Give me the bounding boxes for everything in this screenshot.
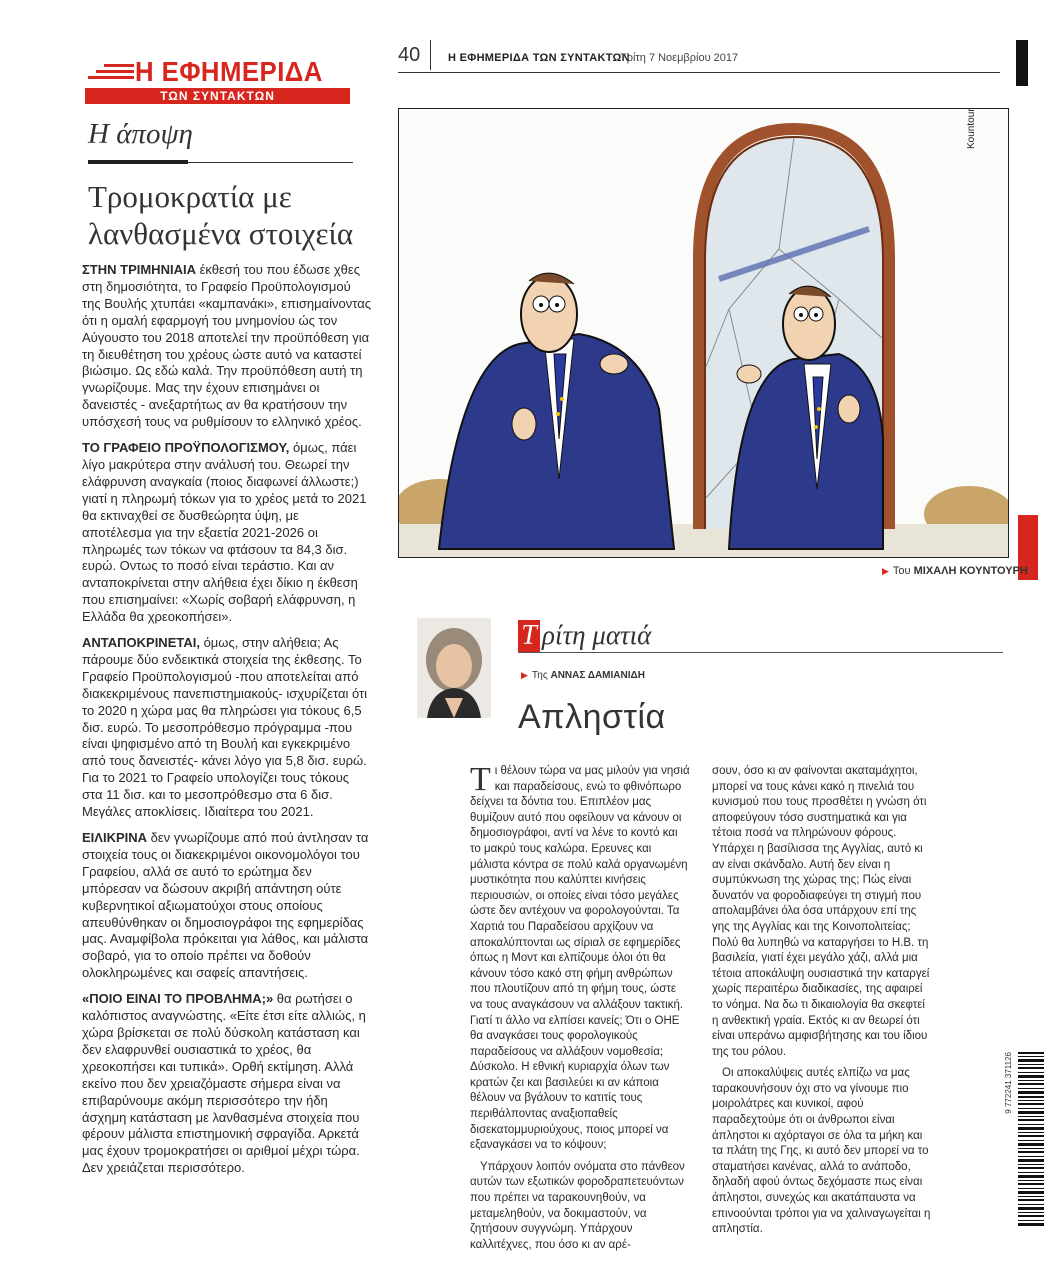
cartoon-signature: Kountouris	[966, 109, 977, 149]
barcode-number: 9 772241 371126	[1004, 1052, 1013, 1114]
header-date: Τρίτη 7 Νοεμβρίου 2017	[620, 52, 739, 64]
cartoon-caption: ▶ Του ΜΙΧΑΛΗ ΚΟΥΝΤΟΥΡΗ	[882, 565, 1028, 577]
editorial-paragraph: «ΠΟΙΟ ΕΙΝΑΙ ΤΟ ΠΡΟΒΛΗΜΑ;» θα ρωτήσει ο καλόπιστος αναγνώστης. «Είτε έτσι είτε αλλιώς, η χώρα βρίσκεται σε πολύ δύσκολη κατάσταση και δεν ελαφρυνθεί ουσιαστικά το χρέος, θα χρεοκοπήσει και τυπικά». Ορθή εκτίμηση. Αλλά εκείνο που δεν χρειαζόμαστε σήμερα είναι να επιβαρύνουμε ακόμη περισσότερο την ήδη άσχημη κατάσταση με λανθασμένα στοιχεία που φέρουν μάλιστα επιστημονική σφραγίδα. Αρκετά μας έχουν τρομοκρατήσει οι αριθμοί μέχρι τώρα. Δεν χρειάζεται περισσότερο.	[82, 991, 366, 1176]
header-rule	[398, 72, 1000, 73]
column-paragraph: σουν, όσο κι αν φαίνονται ακαταμάχητοι, μπορεί να τους κάνει κακό η πινελιά του κυνισμού που τους προσθέτει η γνώση ότι αποφεύγουν τόσο συστηματικά και για τέτοια ποσά να πληρώνουν φόρους. Υπάρχει η βασίλισσα της Αγγλίας, αυτό κι αν είναι σκάνδαλο. Αυτή δεν είναι η συμπύκνωση της χώρας της; Πώς είναι δυνατόν να φοροδιαφεύγει τη στιγμή που απολαμβάνει όλα όσα υπάρχουν επί της γης της Αγγλίας και της Κοινοπολιτείας; Πολύ θα λυπηθώ να καταργήσει το Η.Β. τη βασιλεία, γιατί έχει μεγάλο χάζι, αλλά μια τέτοια αποκάλυψη ουσιαστικά την καταργεί χωρίς περαιτέρω διαδικασίες, της αφαιρεί το νόημα. Να δω τι δικαιολογία θα σκεφτεί η ανθεκτική γραία. Εκτός κι αν θεωρεί ότι είναι υπεράνω αμφισβήτησης και του ίδιου της του ρόλου.	[712, 765, 930, 1058]
section-rule-thin	[188, 162, 353, 163]
cartoon-illustration	[399, 109, 1008, 557]
column-body-left	[470, 761, 690, 1259]
cartoon	[398, 108, 1009, 558]
barcode	[1018, 1052, 1044, 1227]
header-divider	[430, 40, 431, 70]
header-paper-title: Η ΕΦΗΜΕΡΙΔΑ ΤΩΝ ΣΥΝΤΑΚΤΩΝ	[448, 52, 630, 64]
column-paragraph: Τι θέλουν τώρα να μας μιλούν για νησιά και παραδείσους, ενώ το φθινόπωρο δείχνει τα δόντια του. Επιπλέον μας θυμίζουν αυτό που οφείλουν να κάνουν οι δημοσιογράφοι, αντί να λένε το κοντό και το μακρύ τους καλώρα. Ερευνες και μάλιστα κόντρα σε πολύ καλά οργανωμένη μυστικότητα που καλύπτει κινήσεις περιουσιών, οι οποίες είναι τόσο μεγάλες ώστε δεν αντέχουν να φορολογούνται. Τα Χαρτιά του Παραδείσου αρχίζουν να αποκαλύπτονται ως σίριαλ σε εφημερίδες όπως η Μοντ και ελπίζουμε όλοι ότι θα κάνουν τόσο κακό στη φήμη ανθρώπων που πλουτίζουν από τη φήμη τους, ώστε να τους αναγκάσουν να αλλάξουν τακτική. Γιατί τι άλλο να ελπίσει κανείς; Ότι ο ΟΗΕ θα αναγκάσει τους φορολογικούς παραδείσους να αλλάξουν νομοθεσία; Δύσκολο. Η εθνική κυριαρχία όλων των κρατών ζει και βασιλεύει κι αν κάποια θέλουν να βγάλουν το κατιτίς τους περιθάλποντας αναξιοπαθείς δισεκατομμυριούχους, ποιος μπορεί να εξαναγκάσει να το κόψουν;	[470, 761, 690, 1152]
paper-logo-title: Η ΕΦΗΜΕΡΙΔΑ	[135, 56, 323, 87]
column-paragraph: Οι αποκαλύψεις αυτές ελπίζω να μας ταρακουνήσουν όχι στο να γίνουμε πιο μοιρολάτρες και κυνικοί, αφού παραδεχτούμε ότι οι άνθρωποι είναι άπληστοι κι αχόρταγοι σε όλα τα μήκη και τα πλάτη της Γης, κι αυτό δεν μπορεί να το σταματήσει κανένας, αλλά το ανάποδο, δηλαδή αφού όντως δεχόμαστε πως είναι άπληστοι, συνεχώς και ακατάπαυστα να επινοούνται τρόποι για να χαλιναγωγείται η απληστία.	[712, 1067, 931, 1236]
editorial-paragraph: ΑΝΤΑΠΟΚΡΙΝΕΤΑΙ, όμως, στην αλήθεια; Ας πάρουμε δύο ενδεικτικά στοιχεία της έκθεσης. Το Γραφείο Προϋπολογισμού -που αποτελείται από διακεκριμένους πανεπιστημιακούς- ισχυρίζεται ότι το 2020 η χώρα μας θα πληρώσει για τόκους 6,5 δισ. ευρώ. Το μεσοπρόθεσμο πρόγραμμα -που είναι ψηφισμένο από τη Βουλή και εγκεκριμένο από τους δανειστές- κάνει λόγο για 5,8 δισ. ευρώ. Για το 2021 το Γραφείο υπολογίζει τους τόκους στα 11 δισ. και το μεσοπρόθεσμο στα 6 δισ. Μεγάλες αποκλίσεις. Ιδιαίτερα του 2021.	[82, 635, 368, 820]
page-number: 40	[398, 44, 421, 66]
section-rule	[88, 160, 188, 164]
editorial-paragraph: ΤΟ ΓΡΑΦΕΙΟ ΠΡΟΫΠΟΛΟΓΙΣΜΟΥ, όμως, πάει λίγο μακρύτερα στην ανάλυσή του. Θεωρεί την ελάφρυνση αναγκαία (ποιος διαφωνεί άλλωστε;) γιατί η πληρωμή τόκων για το χρέος μετά το 2021 θα εκτιναχθεί σε δυσθεώρητα ύψη, με αποτέλεσμα για την εξαετία 2021-2026 οι πληρωμές των τόκων να φτάσουν τα 84,3 δισ. ευρώ. Οντως το ποσό είναι τεράστιο. Και αν ανταποκρίνεται στην αλήθεια έχει δίκιο η έκθεση που επισημαίνει: «Χωρίς σοβαρή ελάφρυνση, η Ελλάδα θα χρεοκοπήσει».	[82, 440, 367, 625]
editorial-paragraph: ΕΙΛΙΚΡΙΝΑ δεν γνωρίζουμε από πού άντλησαν τα στοιχεία τους οι διακεκριμένοι οικονομολόγοι του Γραφείου, αλλά σε αυτό το ερώτημα δεν μπόρεσαν να δώσουν ακριβή απάντηση ούτε κυβερνητικοί αξιωματούχοι στους οποίους απευθύνθηκαν οι δημοσιογράφοι της εφημερίδας μας. Αναμφίβολα πρόκειται για λάθος, και μάλιστα σοβαρό, για το οποίο πρέπει να δοθούν ολοκληρωμένες και σαφείς απαντήσεις.	[82, 830, 369, 981]
dropcap: Τ	[470, 761, 491, 798]
column-title: Απληστία	[518, 698, 666, 736]
editorial-body	[82, 262, 372, 1186]
page-edge-tab	[1016, 40, 1028, 86]
paper-logo-subtitle: ΤΩΝ ΣΥΝΤΑΚΤΩΝ	[85, 88, 350, 104]
logo-stripes	[88, 64, 134, 86]
column-byline: ▶ Της ΑΝΝΑΣ ΔΑΜΙΑΝΙΔΗ	[521, 670, 645, 681]
editorial-headline: Τρομοκρατία με λανθασμένα στοιχεία	[88, 179, 354, 251]
editorial-paragraph: ΣΤΗΝ ΤΡΙΜΗΝΙΑΙΑ έκθεσή του που έδωσε χθες στη δημοσιότητα, το Γραφείο Προϋπολογισμού της Βουλής χτυπάει «καμπανάκι», επισημαίνοντας ότι η ομαλή εφαρμογή του μνημονίου ώς τον Αύγουστο του 2018 αποτελεί την προϋπόθεση για τη διευθέτηση του χρέους ώστε αυτό να καταστεί βιώσιμο. Ως εδώ καλά. Την προϋπόθεση αυτή τη γνωρίζουμε. Μας την έχουν επισημάνει οι δανειστές - ανεξαρτήτως αν θα κρατήσουν την υπόσχεσή τους να ρυθμίσουν το ελληνικό χρέος.	[82, 262, 372, 430]
column-section-title: ρίτη ματιά	[542, 620, 652, 650]
section-title: Η άποψη	[88, 118, 193, 150]
column-body-right	[712, 764, 932, 1244]
author-portrait	[417, 618, 491, 718]
column-section-letter: Τ	[518, 620, 540, 652]
column-rule	[518, 652, 1003, 653]
byline-arrow-icon: ▶	[521, 670, 528, 680]
caption-arrow-icon: ▶	[882, 566, 889, 576]
column-paragraph: Υπάρχουν λοιπόν ονόματα στο πάνθεον αυτών των εξωτικών φοροδραπετευόντων που πρέπει να ταρακουνηθούν, να μεταμεληθούν, να δοκιμαστούν, να ζητήσουν συγγνώμη. Υπάρχουν καλλιτέχνες, που όσο κι αν αρέ-	[470, 1160, 685, 1251]
